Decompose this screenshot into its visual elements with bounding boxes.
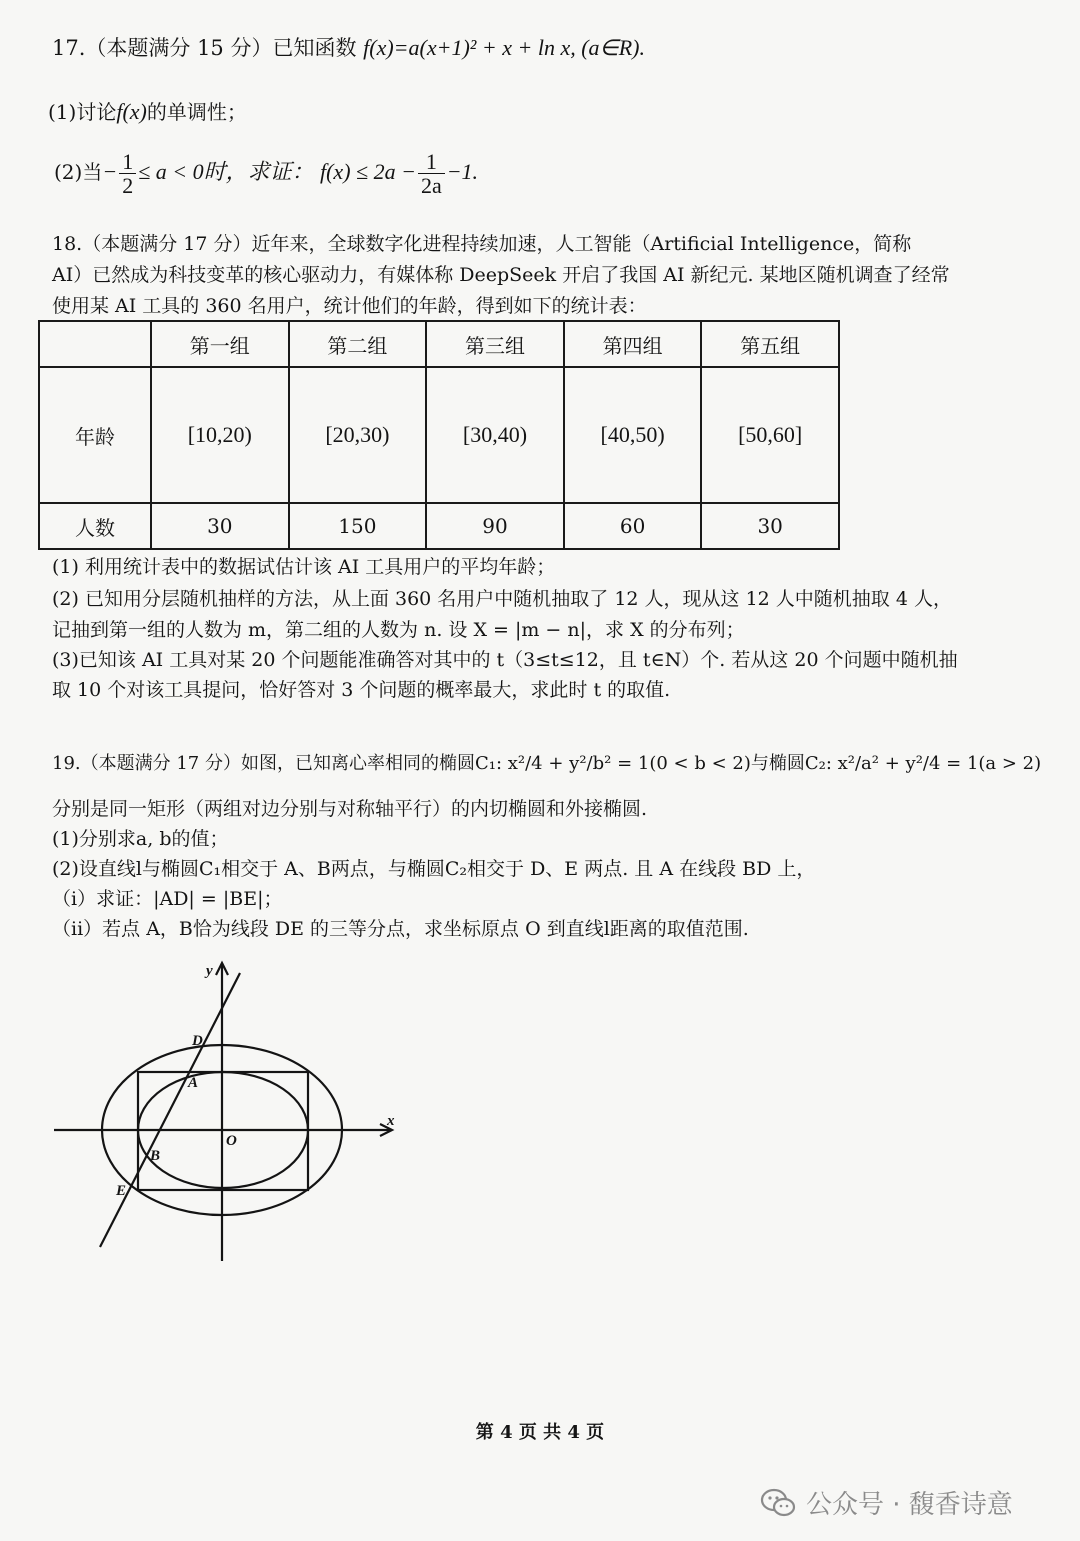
q19-part-i: （i）求证：|AD| = |BE|；: [52, 888, 283, 910]
table-row-count: [39, 503, 839, 549]
table-header-cell: 第五组: [701, 321, 839, 367]
wechat-icon: [760, 1488, 796, 1518]
q17-part2-mid: ≤ a < 0时，求证：: [138, 159, 314, 184]
q17-part2-fraction2: [418, 150, 445, 197]
table-row-age: [39, 367, 839, 503]
q17-header: [52, 34, 645, 62]
age-interval-cell: [40,50): [564, 367, 702, 503]
q17-part2: [54, 146, 478, 198]
watermark-text: 公众号 · 馥香诗意: [806, 1490, 1013, 1520]
q17-part2-prefix: (2)当: [54, 160, 103, 184]
q17-formula: f(x)=a(x+1)² + x + ln x, (a∈R).: [363, 35, 645, 60]
q19-part2: (2)设直线l与椭圆C₁相交于 A、B两点，与椭圆C₂相交于 D、E 两点. 且 A 在线段 BD 上，: [52, 858, 816, 880]
q17-part2-end: −1.: [446, 159, 479, 184]
watermark: [760, 1484, 1013, 1521]
label-a: A: [188, 1075, 199, 1091]
q18-part2a: (2) 已知用分层随机抽样的方法，从上面 360 名用户中随机抽取了 12 人，现从这 12 人中随机抽取 4 人，: [52, 588, 952, 610]
table-header-cell: 第四组: [564, 321, 702, 367]
fraction-numerator: 1: [418, 150, 445, 174]
label-b: B: [150, 1148, 161, 1164]
q17-part1-fx: f(x): [116, 99, 147, 124]
q17-part1-label: (1)讨论: [48, 100, 117, 124]
q19-line1: 19.（本题满分 17 分）如图，已知离心率相同的椭圆C₁: x²/4 + y²/b² = 1(0 < b < 2)与椭圆C₂: x²/a² + y²/4 = 1(a > 2): [52, 753, 1042, 774]
q18-line1: 18.（本题满分 17 分）近年来，全球数字化进程持续加速，人工智能（Artificial Intelligence，简称: [52, 233, 912, 255]
q18-line2: AI）已然成为科技变革的核心驱动力，有媒体称 DeepSeek 开启了我国 AI 新纪元. 某地区随机调查了经常: [52, 264, 950, 286]
q17-part2-inequality: f(x) ≤ 2a −: [319, 159, 416, 184]
count-cell: 60: [564, 503, 702, 549]
table-header-cell: [39, 321, 151, 367]
fraction-denominator: 2a: [420, 173, 442, 198]
count-cell: 150: [289, 503, 427, 549]
q18-part3a: (3)已知该 AI 工具对某 20 个问题能准确答对其中的 t（3≤t≤12，且 t∈N）个. 若从这 20 个问题中随机抽: [52, 649, 958, 671]
q18-part3b: 取 10 个对该工具提问，恰好答对 3 个问题的概率最大，求此时 t 的取值.: [52, 679, 671, 701]
label-d: D: [192, 1033, 203, 1049]
fraction-denominator: 2: [122, 173, 134, 198]
q17-part2-fraction: [119, 150, 136, 197]
table-header-cell: 第二组: [289, 321, 427, 367]
label-y: y: [206, 963, 213, 979]
table-header-cell: 第三组: [426, 321, 564, 367]
table-header-cell: 第一组: [151, 321, 289, 367]
page-footer: 第 4 页 共 4 页: [475, 1422, 605, 1443]
count-cell: 30: [701, 503, 839, 549]
table-header-row: [39, 321, 839, 367]
q19-line2: 分别是同一矩形（两组对边分别与对称轴平行）的内切椭圆和外接椭圆.: [52, 798, 648, 820]
q17-part1-tail: 的单调性；: [146, 100, 247, 124]
age-interval-cell: [10,20): [151, 367, 289, 503]
label-o: O: [226, 1133, 237, 1149]
q17-header-text: 17.（本题满分 15 分）已知函数: [52, 36, 357, 60]
q19-part1: (1)分别求a, b的值；: [52, 828, 229, 850]
age-interval-cell: [30,40): [426, 367, 564, 503]
age-statistics-table: [38, 320, 840, 550]
count-cell: 90: [426, 503, 564, 549]
q18-part1: (1) 利用统计表中的数据试估计该 AI 工具用户的平均年龄；: [52, 556, 556, 578]
label-x: x: [387, 1113, 395, 1129]
ellipse-figure: [40, 955, 410, 1275]
q17-part1: [48, 98, 247, 126]
q19-part-ii: （ii）若点 A，B恰为线段 DE 的三等分点，求坐标原点 O 到直线l距离的取值范围.: [52, 918, 749, 940]
fraction-numerator: 1: [119, 150, 136, 174]
q17-part2-minus: −: [102, 159, 118, 184]
label-e: E: [116, 1183, 127, 1199]
q18-line3: 使用某 AI 工具的 360 名用户，统计他们的年龄，得到如下的统计表：: [52, 295, 647, 317]
age-interval-cell: [20,30): [289, 367, 427, 503]
age-interval-cell: [50,60]: [701, 367, 839, 503]
q18-part2b: 记抽到第一组的人数为 m，第二组的人数为 n. 设 X = |m − n|，求 X 的分布列；: [52, 619, 745, 641]
count-cell: 30: [151, 503, 289, 549]
count-label-cell: 人数: [39, 503, 151, 549]
age-label-cell: 年龄: [39, 367, 151, 503]
